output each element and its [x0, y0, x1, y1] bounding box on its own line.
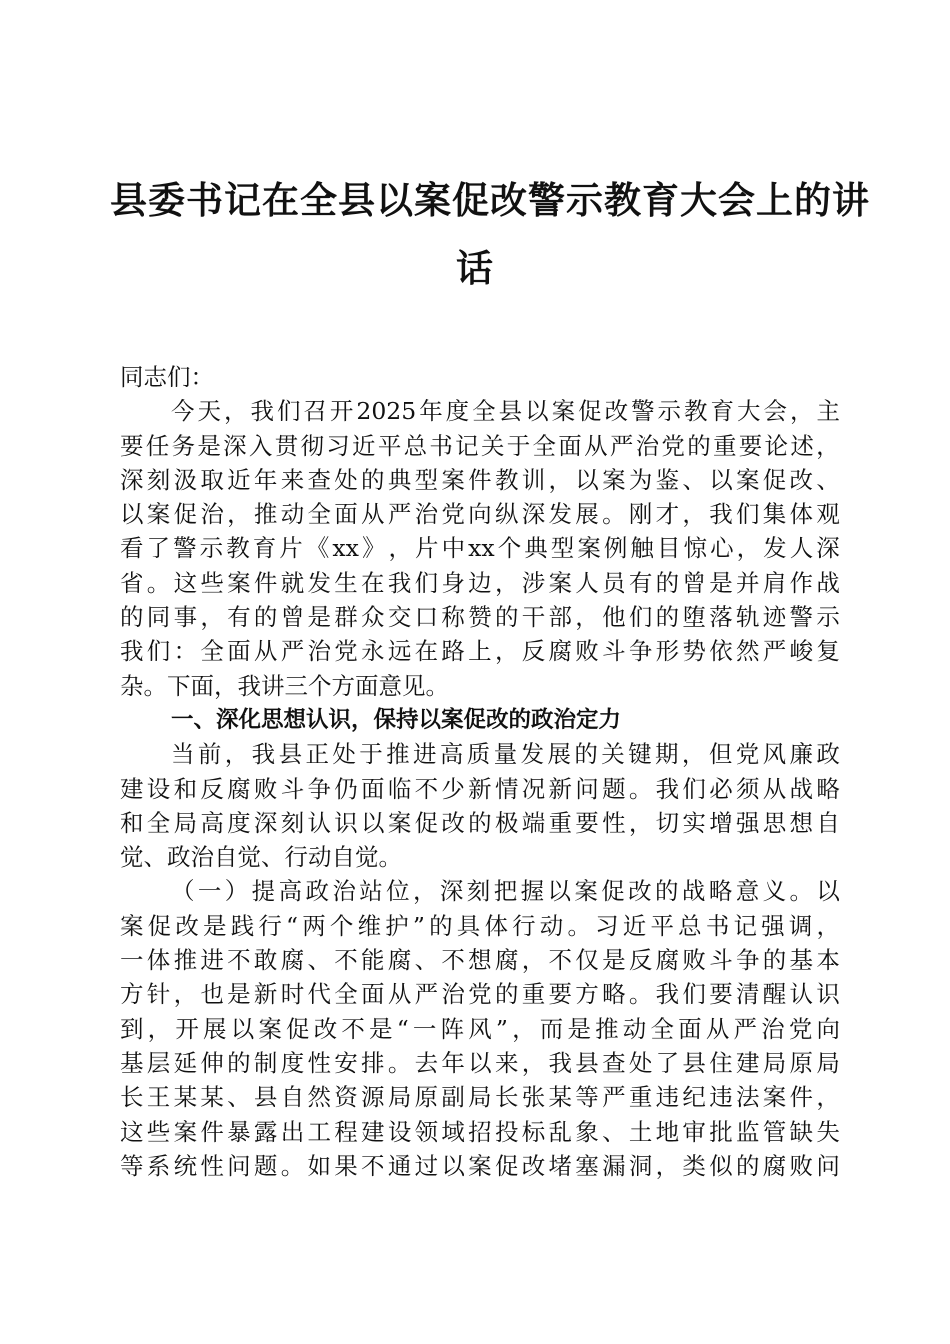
- paragraph-line: （ 一 ） 提 高 政 治 站 位 ， 深 刻 把 握 以 案 促 改 的 战 略 意 义 。 以: [171, 877, 840, 906]
- paragraph-line: 深 刻 汲 取 近 年 来 查 处 的 典 型 案 件 教 训 ， 以 案 为 鉴 、 以 案 促 改 、: [120, 465, 840, 494]
- paragraph-line: 和 全 局 高 度 深 刻 认 识 以 案 促 改 的 极 端 重 要 性 ， 切 实 增 强 思 想 自: [120, 808, 840, 837]
- paragraph-line: 基 层 延 伸 的 制 度 性 安 排 。 去 年 以 来 ， 我 县 查 处 了 县 住 建 局 原 局: [120, 1048, 840, 1077]
- document-title-line-1: 县委书记在全县以案促改警示教育大会上的讲: [110, 178, 870, 222]
- paragraph-line: 看 了 警 示 教 育 片 《 xx 》 ， 片 中 xx 个 典 型 案 例 触 目 惊 心 ， 发 人 深: [120, 534, 840, 563]
- paragraph-line: 这 些 案 件 暴 露 出 工 程 建 设 领 域 招 投 标 乱 象 、 土 地 审 批 监 管 缺 失: [120, 1117, 840, 1146]
- paragraph-line: 方 针 ， 也 是 新 时 代 全 面 从 严 治 党 的 重 要 方 略 。 我 们 要 清 醒 认 识: [120, 980, 840, 1009]
- paragraph-line: 建 设 和 反 腐 败 斗 争 仍 面 临 不 少 新 情 况 新 问 题 。 我 们 必 须 从 战 略: [120, 774, 840, 803]
- paragraph-line: 以 案 促 治 ， 推 动 全 面 从 严 治 党 向 纵 深 发 展 。 刚 才 ， 我 们 集 体 观: [120, 500, 840, 529]
- paragraph-line: 长 王 某 某 、 县 自 然 资 源 局 原 副 局 长 张 某 等 严 重 违 纪 违 法 案 件 ，: [120, 1083, 840, 1112]
- paragraph-line: 觉、政治自觉、行动自觉。: [120, 843, 402, 872]
- document-title-line-2: 话: [456, 246, 494, 290]
- paragraph-line: 等 系 统 性 问 题 。 如 果 不 通 过 以 案 促 改 堵 塞 漏 洞 ， 类 似 的 腐 败 问: [120, 1151, 840, 1180]
- paragraph-line: 要 任 务 是 深 入 贯 彻 习 近 平 总 书 记 关 于 全 面 从 严 治 党 的 重 要 论 述 ，: [120, 431, 840, 460]
- paragraph-line: 到 ， 开 展 以 案 促 改 不 是 “ 一 阵 风 ” ， 而 是 推 动 全 面 从 严 治 党 向: [120, 1014, 840, 1043]
- paragraph-line: 当 前 ， 我 县 正 处 于 推 进 高 质 量 发 展 的 关 键 期 ， 但 党 风 廉 政: [171, 740, 840, 769]
- paragraph-line: 案 促 改 是 践 行 “ 两 个 维 护 ” 的 具 体 行 动 。 习 近 平 总 书 记 强 调 ，: [120, 911, 840, 940]
- paragraph-line: 杂。下面，我讲三个方面意见。: [120, 671, 449, 700]
- paragraph-line: 今 天 ， 我 们 召 开 2025 年 度 全 县 以 案 促 改 警 示 教 育 大 会 ， 主: [171, 397, 840, 426]
- section-heading: 一、深化思想认识，保持以案促改的政治定力: [171, 706, 622, 733]
- paragraph-line: 省 。 这 些 案 件 就 发 生 在 我 们 身 边 ， 涉 案 人 员 有 的 曾 是 并 肩 作 战: [120, 568, 840, 597]
- paragraph-line: 同志们：: [120, 363, 214, 391]
- paragraph-line: 的 同 事 ， 有 的 曾 是 群 众 交 口 称 赞 的 干 部 ， 他 们 的 堕 落 轨 迹 警 示: [120, 603, 840, 632]
- document-body: [120, 360, 840, 1183]
- paragraph-line: 我 们 ： 全 面 从 严 治 党 永 远 在 路 上 ， 反 腐 败 斗 争 形 势 依 然 严 峻 复: [120, 637, 840, 666]
- paragraph-line: 一 体 推 进 不 敢 腐 、 不 能 腐 、 不 想 腐 ， 不 仅 是 反 腐 败 斗 争 的 基 本: [120, 946, 840, 975]
